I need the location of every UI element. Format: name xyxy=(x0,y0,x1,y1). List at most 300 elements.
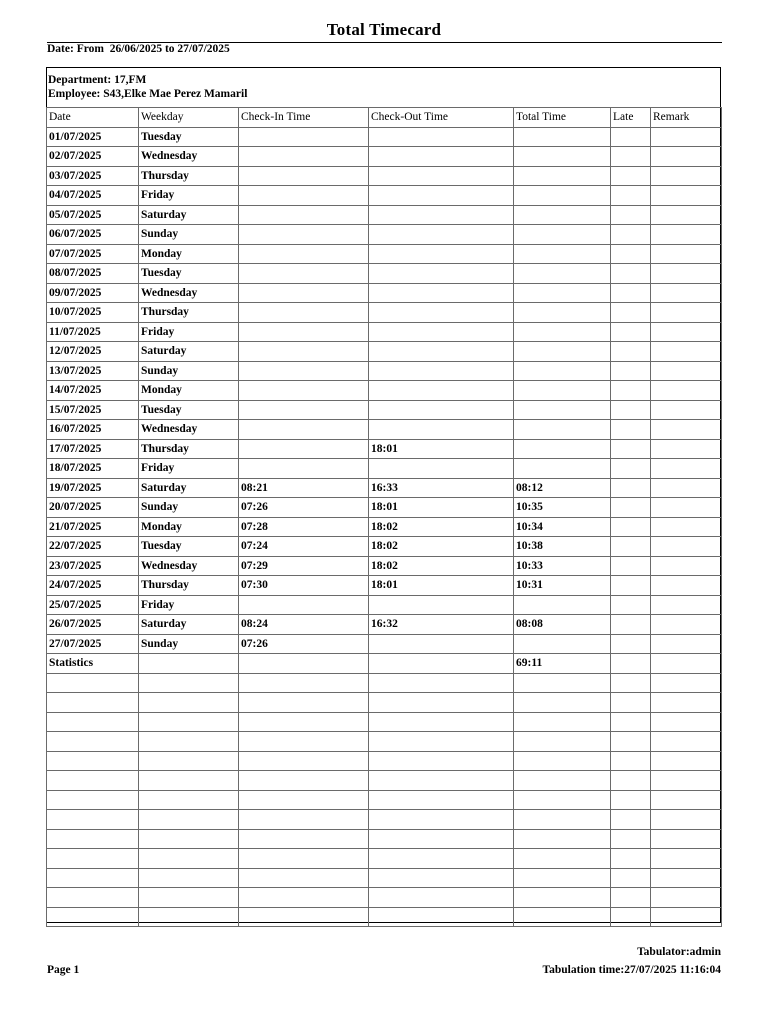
table-row xyxy=(47,420,722,440)
table-row xyxy=(47,244,722,264)
date-cell: 05/07/2025 xyxy=(47,205,139,225)
empty-cell xyxy=(611,732,651,752)
empty-cell xyxy=(47,849,139,869)
check-out-cell xyxy=(369,322,514,342)
empty-cell xyxy=(47,868,139,888)
empty-row xyxy=(47,732,722,752)
remark-cell xyxy=(651,225,722,245)
check-out-cell xyxy=(369,634,514,654)
empty-cell xyxy=(47,810,139,830)
empty-row xyxy=(47,888,722,908)
late-cell xyxy=(611,147,651,167)
empty-cell xyxy=(369,810,514,830)
late-cell xyxy=(611,634,651,654)
empty-cell xyxy=(139,712,239,732)
weekday-cell: Wednesday xyxy=(139,147,239,167)
weekday-cell: Friday xyxy=(139,595,239,615)
late-cell xyxy=(611,361,651,381)
remark-cell xyxy=(651,342,722,362)
table-row xyxy=(47,147,722,167)
weekday-cell: Sunday xyxy=(139,634,239,654)
check-in-cell xyxy=(239,595,369,615)
table-row xyxy=(47,439,722,459)
total-time-cell xyxy=(514,634,611,654)
date-cell: 11/07/2025 xyxy=(47,322,139,342)
weekday-cell: Wednesday xyxy=(139,420,239,440)
check-out-cell: 18:02 xyxy=(369,537,514,557)
empty-cell xyxy=(239,888,369,908)
check-out-cell: 18:02 xyxy=(369,556,514,576)
check-in-cell: 07:24 xyxy=(239,537,369,557)
check-out-cell: 16:33 xyxy=(369,478,514,498)
empty-cell xyxy=(611,673,651,693)
date-cell: 25/07/2025 xyxy=(47,595,139,615)
check-in-cell xyxy=(239,127,369,147)
remark-cell xyxy=(651,400,722,420)
empty-cell xyxy=(369,693,514,713)
late-cell xyxy=(611,459,651,479)
empty-cell xyxy=(239,712,369,732)
date-cell: 10/07/2025 xyxy=(47,303,139,323)
weekday-cell: Sunday xyxy=(139,225,239,245)
remark-cell xyxy=(651,595,722,615)
late-cell xyxy=(611,186,651,206)
weekday-cell: Friday xyxy=(139,186,239,206)
date-cell: 18/07/2025 xyxy=(47,459,139,479)
empty-cell xyxy=(514,732,611,752)
weekday-cell: Saturday xyxy=(139,615,239,635)
table-row xyxy=(47,459,722,479)
date-cell: 23/07/2025 xyxy=(47,556,139,576)
total-time-cell xyxy=(514,205,611,225)
remark-cell xyxy=(651,322,722,342)
total-time-cell: 10:38 xyxy=(514,537,611,557)
empty-cell xyxy=(139,751,239,771)
check-out-cell: 16:32 xyxy=(369,615,514,635)
check-in-cell: 08:24 xyxy=(239,615,369,635)
late-cell xyxy=(611,244,651,264)
check-out-cell xyxy=(369,400,514,420)
check-in-cell xyxy=(239,381,369,401)
date-cell: 07/07/2025 xyxy=(47,244,139,264)
empty-cell xyxy=(47,790,139,810)
empty-cell xyxy=(514,673,611,693)
total-time-cell xyxy=(514,147,611,167)
date-range: Date: From 26/06/2025 to 27/07/2025 xyxy=(47,43,230,55)
total-time-cell: 10:33 xyxy=(514,556,611,576)
date-cell: 20/07/2025 xyxy=(47,498,139,518)
check-in-cell: 07:26 xyxy=(239,498,369,518)
employee-label: Employee: S43,Elke Mae Perez Mamaril xyxy=(48,88,248,100)
weekday-cell xyxy=(139,654,239,674)
date-cell: 02/07/2025 xyxy=(47,147,139,167)
late-cell xyxy=(611,283,651,303)
empty-cell xyxy=(139,829,239,849)
check-out-cell xyxy=(369,283,514,303)
department-label: Department: 17,FM xyxy=(48,74,147,86)
check-in-cell xyxy=(239,400,369,420)
check-in-cell: 08:21 xyxy=(239,478,369,498)
empty-cell xyxy=(239,732,369,752)
empty-cell xyxy=(514,712,611,732)
table-row xyxy=(47,634,722,654)
empty-cell xyxy=(369,829,514,849)
tabulator-label: Tabulator:admin xyxy=(637,946,721,958)
check-in-cell xyxy=(239,654,369,674)
date-cell: Statistics xyxy=(47,654,139,674)
empty-cell xyxy=(514,888,611,908)
total-time-cell: 10:35 xyxy=(514,498,611,518)
remark-cell xyxy=(651,556,722,576)
empty-cell xyxy=(611,829,651,849)
empty-cell xyxy=(651,907,722,927)
weekday-cell: Sunday xyxy=(139,361,239,381)
late-cell xyxy=(611,127,651,147)
date-cell: 08/07/2025 xyxy=(47,264,139,284)
check-in-cell xyxy=(239,264,369,284)
weekday-cell: Tuesday xyxy=(139,264,239,284)
empty-cell xyxy=(651,849,722,869)
weekday-cell: Friday xyxy=(139,459,239,479)
check-in-cell xyxy=(239,361,369,381)
table-row xyxy=(47,517,722,537)
empty-cell xyxy=(651,693,722,713)
total-time-cell xyxy=(514,342,611,362)
total-time-cell xyxy=(514,303,611,323)
column-header-check-in: Check-In Time xyxy=(239,108,369,128)
check-in-cell xyxy=(239,205,369,225)
table-row xyxy=(47,556,722,576)
date-cell: 15/07/2025 xyxy=(47,400,139,420)
empty-cell xyxy=(239,693,369,713)
late-cell xyxy=(611,166,651,186)
total-time-cell xyxy=(514,420,611,440)
total-time-cell xyxy=(514,400,611,420)
remark-cell xyxy=(651,264,722,284)
column-header-total-time: Total Time xyxy=(514,108,611,128)
empty-cell xyxy=(369,751,514,771)
check-out-cell xyxy=(369,303,514,323)
empty-cell xyxy=(139,888,239,908)
date-cell: 12/07/2025 xyxy=(47,342,139,362)
late-cell xyxy=(611,595,651,615)
empty-cell xyxy=(47,751,139,771)
date-cell: 03/07/2025 xyxy=(47,166,139,186)
table-row xyxy=(47,478,722,498)
remark-cell xyxy=(651,439,722,459)
empty-cell xyxy=(514,907,611,927)
empty-cell xyxy=(369,790,514,810)
check-in-cell xyxy=(239,244,369,264)
check-out-cell xyxy=(369,420,514,440)
empty-cell xyxy=(369,907,514,927)
weekday-cell: Saturday xyxy=(139,205,239,225)
empty-cell xyxy=(514,771,611,791)
date-cell: 22/07/2025 xyxy=(47,537,139,557)
total-time-cell: 10:31 xyxy=(514,576,611,596)
check-in-cell xyxy=(239,342,369,362)
remark-cell xyxy=(651,147,722,167)
check-in-cell xyxy=(239,322,369,342)
check-out-cell xyxy=(369,225,514,245)
empty-cell xyxy=(239,673,369,693)
remark-cell xyxy=(651,498,722,518)
late-cell xyxy=(611,439,651,459)
total-time-cell xyxy=(514,264,611,284)
timecard-sheet xyxy=(46,67,721,923)
remark-cell xyxy=(651,381,722,401)
check-out-cell: 18:01 xyxy=(369,498,514,518)
empty-cell xyxy=(514,849,611,869)
weekday-cell: Friday xyxy=(139,322,239,342)
weekday-cell: Monday xyxy=(139,244,239,264)
table-row xyxy=(47,498,722,518)
empty-cell xyxy=(651,829,722,849)
table-row xyxy=(47,342,722,362)
check-out-cell xyxy=(369,342,514,362)
remark-cell xyxy=(651,205,722,225)
table-row xyxy=(47,615,722,635)
total-time-cell: 08:12 xyxy=(514,478,611,498)
check-in-cell xyxy=(239,459,369,479)
table-row xyxy=(47,381,722,401)
empty-cell xyxy=(239,868,369,888)
table-row xyxy=(47,264,722,284)
check-out-cell: 18:01 xyxy=(369,576,514,596)
weekday-cell: Tuesday xyxy=(139,537,239,557)
column-header-date: Date xyxy=(47,108,139,128)
weekday-cell: Tuesday xyxy=(139,127,239,147)
date-cell: 27/07/2025 xyxy=(47,634,139,654)
table-row xyxy=(47,595,722,615)
empty-row xyxy=(47,868,722,888)
empty-cell xyxy=(239,810,369,830)
table-header-row xyxy=(47,108,722,128)
empty-cell xyxy=(369,712,514,732)
late-cell xyxy=(611,654,651,674)
empty-cell xyxy=(239,849,369,869)
table-row xyxy=(47,537,722,557)
late-cell xyxy=(611,303,651,323)
empty-cell xyxy=(651,751,722,771)
date-cell: 06/07/2025 xyxy=(47,225,139,245)
empty-cell xyxy=(239,907,369,927)
empty-cell xyxy=(139,849,239,869)
late-cell xyxy=(611,322,651,342)
late-cell xyxy=(611,205,651,225)
empty-cell xyxy=(139,693,239,713)
check-in-cell xyxy=(239,439,369,459)
empty-row xyxy=(47,771,722,791)
empty-cell xyxy=(369,771,514,791)
page-title: Total Timecard xyxy=(326,20,442,39)
empty-cell xyxy=(239,829,369,849)
table-row xyxy=(47,576,722,596)
empty-cell xyxy=(651,673,722,693)
total-time-cell xyxy=(514,439,611,459)
weekday-cell: Tuesday xyxy=(139,400,239,420)
remark-cell xyxy=(651,459,722,479)
tabulation-time: Tabulation time:27/07/2025 11:16:04 xyxy=(542,964,721,976)
empty-row xyxy=(47,810,722,830)
weekday-cell: Wednesday xyxy=(139,556,239,576)
remark-cell xyxy=(651,654,722,674)
weekday-cell: Monday xyxy=(139,517,239,537)
table-row xyxy=(47,205,722,225)
empty-cell xyxy=(611,849,651,869)
empty-cell xyxy=(139,771,239,791)
total-time-cell xyxy=(514,322,611,342)
date-cell: 26/07/2025 xyxy=(47,615,139,635)
total-time-cell xyxy=(514,186,611,206)
check-out-cell: 18:02 xyxy=(369,517,514,537)
remark-cell xyxy=(651,303,722,323)
empty-cell xyxy=(139,673,239,693)
empty-cell xyxy=(651,732,722,752)
check-in-cell xyxy=(239,166,369,186)
weekday-cell: Thursday xyxy=(139,303,239,323)
late-cell xyxy=(611,420,651,440)
late-cell xyxy=(611,498,651,518)
date-cell: 24/07/2025 xyxy=(47,576,139,596)
empty-cell xyxy=(514,790,611,810)
remark-cell xyxy=(651,244,722,264)
empty-cell xyxy=(611,888,651,908)
check-in-cell: 07:29 xyxy=(239,556,369,576)
remark-cell xyxy=(651,615,722,635)
late-cell xyxy=(611,556,651,576)
empty-cell xyxy=(139,907,239,927)
late-cell xyxy=(611,478,651,498)
check-out-cell xyxy=(369,264,514,284)
empty-cell xyxy=(651,771,722,791)
empty-cell xyxy=(47,907,139,927)
empty-row xyxy=(47,829,722,849)
empty-cell xyxy=(139,810,239,830)
total-time-cell xyxy=(514,225,611,245)
remark-cell xyxy=(651,517,722,537)
weekday-cell: Sunday xyxy=(139,498,239,518)
empty-cell xyxy=(611,712,651,732)
weekday-cell: Thursday xyxy=(139,166,239,186)
table-row xyxy=(47,400,722,420)
empty-cell xyxy=(239,790,369,810)
weekday-cell: Saturday xyxy=(139,478,239,498)
table-row xyxy=(47,322,722,342)
check-out-cell xyxy=(369,147,514,167)
check-out-cell xyxy=(369,361,514,381)
check-in-cell xyxy=(239,420,369,440)
empty-row xyxy=(47,849,722,869)
date-cell: 01/07/2025 xyxy=(47,127,139,147)
timecard-table xyxy=(46,107,722,927)
empty-cell xyxy=(239,751,369,771)
empty-cell xyxy=(514,693,611,713)
empty-cell xyxy=(611,810,651,830)
check-out-cell xyxy=(369,186,514,206)
check-out-cell xyxy=(369,166,514,186)
remark-cell xyxy=(651,478,722,498)
empty-cell xyxy=(47,829,139,849)
weekday-cell: Wednesday xyxy=(139,283,239,303)
empty-cell xyxy=(611,790,651,810)
date-cell: 09/07/2025 xyxy=(47,283,139,303)
late-cell xyxy=(611,576,651,596)
check-out-cell: 18:01 xyxy=(369,439,514,459)
total-time-cell xyxy=(514,127,611,147)
empty-cell xyxy=(611,693,651,713)
date-cell: 13/07/2025 xyxy=(47,361,139,381)
table-row xyxy=(47,225,722,245)
table-row xyxy=(47,283,722,303)
empty-row xyxy=(47,907,722,927)
empty-cell xyxy=(369,888,514,908)
empty-cell xyxy=(47,673,139,693)
empty-row xyxy=(47,790,722,810)
column-header-weekday: Weekday xyxy=(139,108,239,128)
weekday-cell: Monday xyxy=(139,381,239,401)
empty-cell xyxy=(369,849,514,869)
empty-cell xyxy=(514,751,611,771)
remark-cell xyxy=(651,186,722,206)
date-cell: 21/07/2025 xyxy=(47,517,139,537)
column-header-late: Late xyxy=(611,108,651,128)
empty-cell xyxy=(239,771,369,791)
late-cell xyxy=(611,342,651,362)
late-cell xyxy=(611,537,651,557)
empty-cell xyxy=(369,868,514,888)
remark-cell xyxy=(651,127,722,147)
check-out-cell xyxy=(369,595,514,615)
empty-cell xyxy=(611,771,651,791)
check-in-cell xyxy=(239,303,369,323)
table-row xyxy=(47,166,722,186)
total-time-cell xyxy=(514,166,611,186)
total-time-cell xyxy=(514,361,611,381)
empty-cell xyxy=(611,907,651,927)
weekday-cell: Thursday xyxy=(139,576,239,596)
date-cell: 16/07/2025 xyxy=(47,420,139,440)
table-row xyxy=(47,303,722,323)
page-number: Page 1 xyxy=(47,964,80,976)
empty-cell xyxy=(47,712,139,732)
total-time-cell: 08:08 xyxy=(514,615,611,635)
total-time-cell xyxy=(514,595,611,615)
check-in-cell: 07:26 xyxy=(239,634,369,654)
empty-cell xyxy=(369,732,514,752)
late-cell xyxy=(611,400,651,420)
check-in-cell: 07:30 xyxy=(239,576,369,596)
remark-cell xyxy=(651,537,722,557)
date-cell: 19/07/2025 xyxy=(47,478,139,498)
empty-row xyxy=(47,712,722,732)
empty-cell xyxy=(651,868,722,888)
empty-cell xyxy=(611,868,651,888)
check-out-cell xyxy=(369,244,514,264)
check-out-cell xyxy=(369,381,514,401)
remark-cell xyxy=(651,576,722,596)
check-out-cell xyxy=(369,654,514,674)
check-out-cell xyxy=(369,127,514,147)
empty-cell xyxy=(139,732,239,752)
empty-cell xyxy=(514,829,611,849)
statistics-row xyxy=(47,654,722,674)
date-cell: 14/07/2025 xyxy=(47,381,139,401)
empty-cell xyxy=(47,732,139,752)
late-cell xyxy=(611,517,651,537)
check-out-cell xyxy=(369,459,514,479)
remark-cell xyxy=(651,420,722,440)
